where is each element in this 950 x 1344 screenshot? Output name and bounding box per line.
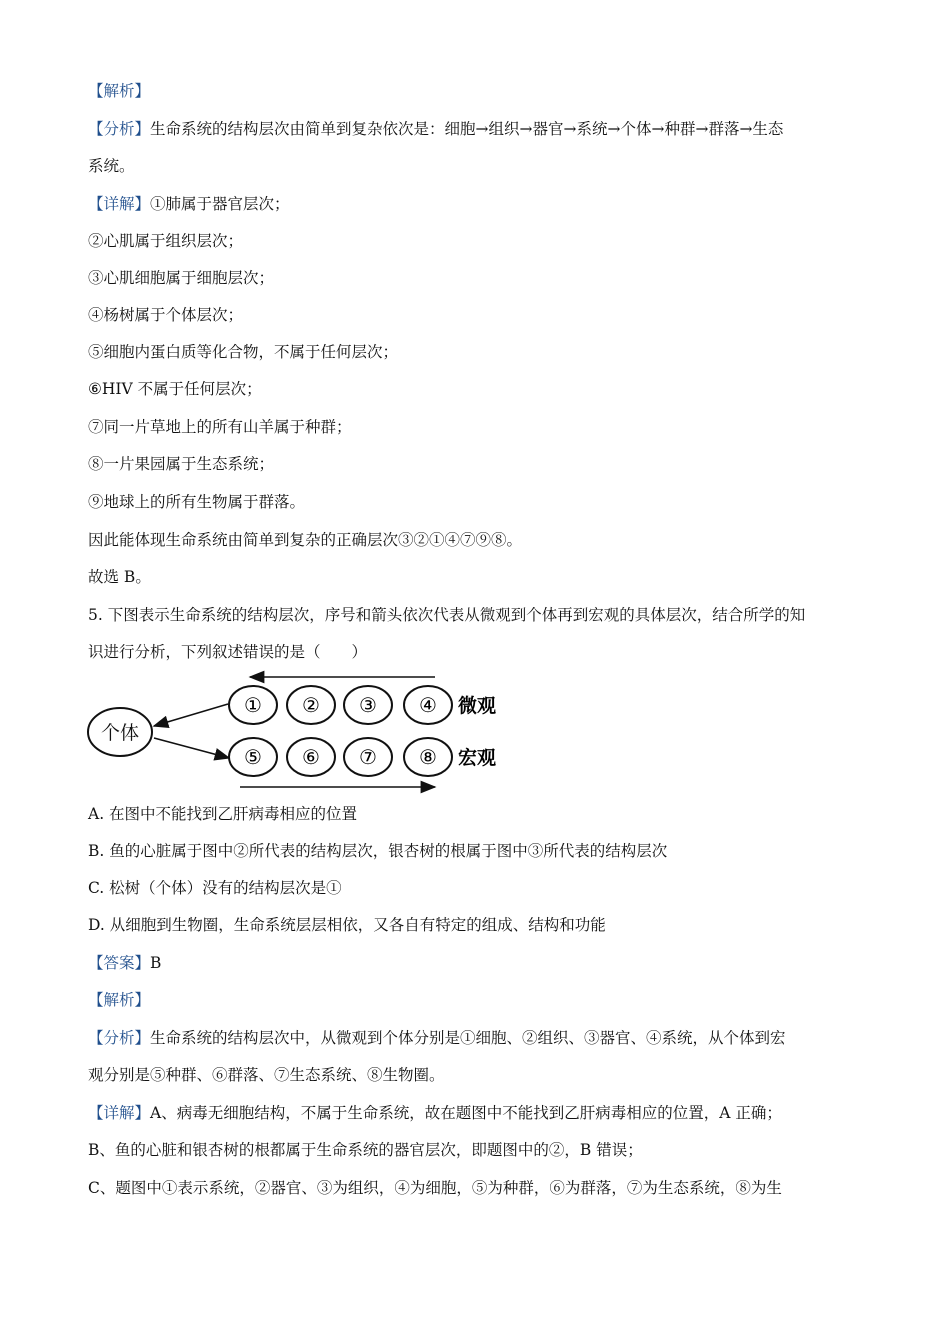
xiangjie-1-item-1: ②心肌属于组织层次； bbox=[88, 232, 244, 250]
question5-stem-b: 识进行分析，下列叙述错误的是（ ） bbox=[88, 643, 368, 661]
bottom-row bbox=[229, 738, 452, 776]
xiangjie-1-item-8: ⑨地球上的所有生物属于群落。 bbox=[88, 493, 306, 511]
option-c: C. 松树（个体）没有的结构层次是① bbox=[88, 879, 342, 897]
fenxi-1-text-a: 生命系统的结构层次由简单到复杂依次是：细胞→组织→器官→系统→个体→种群→群落→生态 bbox=[150, 120, 784, 138]
xiangjie-2-line-c: C、题图中①表示系统，②器官、③为组织，④为细胞，⑤为种群，⑥为群落，⑦为生态系统，⑧为生 bbox=[88, 1179, 782, 1197]
analysis-header-1: 【解析】 bbox=[88, 82, 151, 100]
node-bottom-7-label: ⑦ bbox=[359, 745, 377, 769]
xiangjie-1-item-4: ⑤细胞内蛋白质等化合物，不属于任何层次； bbox=[88, 343, 399, 361]
xiangjie-1-choice: 故选 B。 bbox=[88, 568, 151, 586]
xiangjie-1-line-0 bbox=[88, 193, 290, 215]
node-top-4-label: ④ bbox=[419, 693, 437, 717]
xiangjie-1-conclusion: 因此能体现生命系统由简单到复杂的正确层次③②①④⑦⑨⑧。 bbox=[88, 531, 523, 549]
xiangjie-2-line-a bbox=[88, 1102, 782, 1124]
life-hierarchy-diagram bbox=[80, 668, 520, 798]
node-bottom-5-label: ⑤ bbox=[244, 745, 262, 769]
fenxi-2-line-a bbox=[88, 1027, 786, 1049]
node-top-2-label: ② bbox=[302, 693, 320, 717]
node-top-3-label: ③ bbox=[359, 693, 377, 717]
option-b: B. 鱼的心脏属于图中②所代表的结构层次，银杏树的根属于图中③所代表的结构层次 bbox=[88, 842, 668, 860]
answer-value: B bbox=[150, 954, 162, 972]
analysis-header-2: 【解析】 bbox=[88, 991, 151, 1009]
xiangjie-1-item-7: ⑧一片果园属于生态系统； bbox=[88, 455, 275, 473]
fenxi-2-tag: 【分析】 bbox=[88, 1029, 151, 1047]
xiangjie-1-item-6: ⑦同一片草地上的所有山羊属于种群； bbox=[88, 418, 352, 436]
xiangjie-1-tag: 【详解】 bbox=[88, 195, 151, 213]
xiangjie-1-item-3: ④杨树属于个体层次； bbox=[88, 306, 244, 324]
xiangjie-1-item-0: ①肺属于器官层次； bbox=[150, 195, 290, 213]
node-bottom-6-label: ⑥ bbox=[302, 745, 320, 769]
fenxi-1-line-b: 系统。 bbox=[88, 157, 135, 175]
node-bottom-8-label: ⑧ bbox=[419, 745, 437, 769]
xiangjie-1-item-5: ⑥HIV 不属于任何层次； bbox=[88, 380, 262, 398]
macro-label: 宏观 bbox=[458, 747, 497, 769]
xiangjie-2-text-a: A、病毒无细胞结构，不属于生命系统，故在题图中不能找到乙肝病毒相应的位置，A 正确； bbox=[150, 1104, 782, 1122]
arrow-from-individual bbox=[154, 738, 229, 758]
micro-label: 微观 bbox=[458, 695, 497, 717]
fenxi-1-tag: 【分析】 bbox=[88, 120, 151, 138]
answer-line bbox=[88, 952, 161, 974]
answer-tag: 【答案】 bbox=[88, 954, 151, 972]
node-top-1-label: ① bbox=[244, 693, 262, 717]
top-row bbox=[229, 686, 452, 724]
individual-label: 个体 bbox=[100, 722, 140, 744]
option-a: A. 在图中不能找到乙肝病毒相应的位置 bbox=[88, 805, 358, 823]
xiangjie-1-item-2: ③心肌细胞属于细胞层次； bbox=[88, 269, 275, 287]
arrow-to-individual bbox=[154, 704, 228, 726]
option-d: D. 从细胞到生物圈，生命系统层层相依，又各自有特定的组成、结构和功能 bbox=[88, 916, 606, 934]
xiangjie-2-tag: 【详解】 bbox=[88, 1104, 151, 1122]
xiangjie-2-line-b: B、鱼的心脏和银杏树的根都属于生命系统的器官层次，即题图中的②，B 错误； bbox=[88, 1141, 643, 1159]
fenxi-2-text-a: 生命系统的结构层次中，从微观到个体分别是①细胞、②组织、③器官、④系统，从个体到宏 bbox=[150, 1029, 786, 1047]
fenxi-1-line-a bbox=[88, 118, 783, 140]
question5-stem-a: 5. 下图表示生命系统的结构层次，序号和箭头依次代表从微观到个体再到宏观的具体层次，结合所学的知 bbox=[88, 606, 806, 624]
fenxi-2-line-b: 观分别是⑤种群、⑥群落、⑦生态系统、⑧生物圈。 bbox=[88, 1066, 445, 1084]
